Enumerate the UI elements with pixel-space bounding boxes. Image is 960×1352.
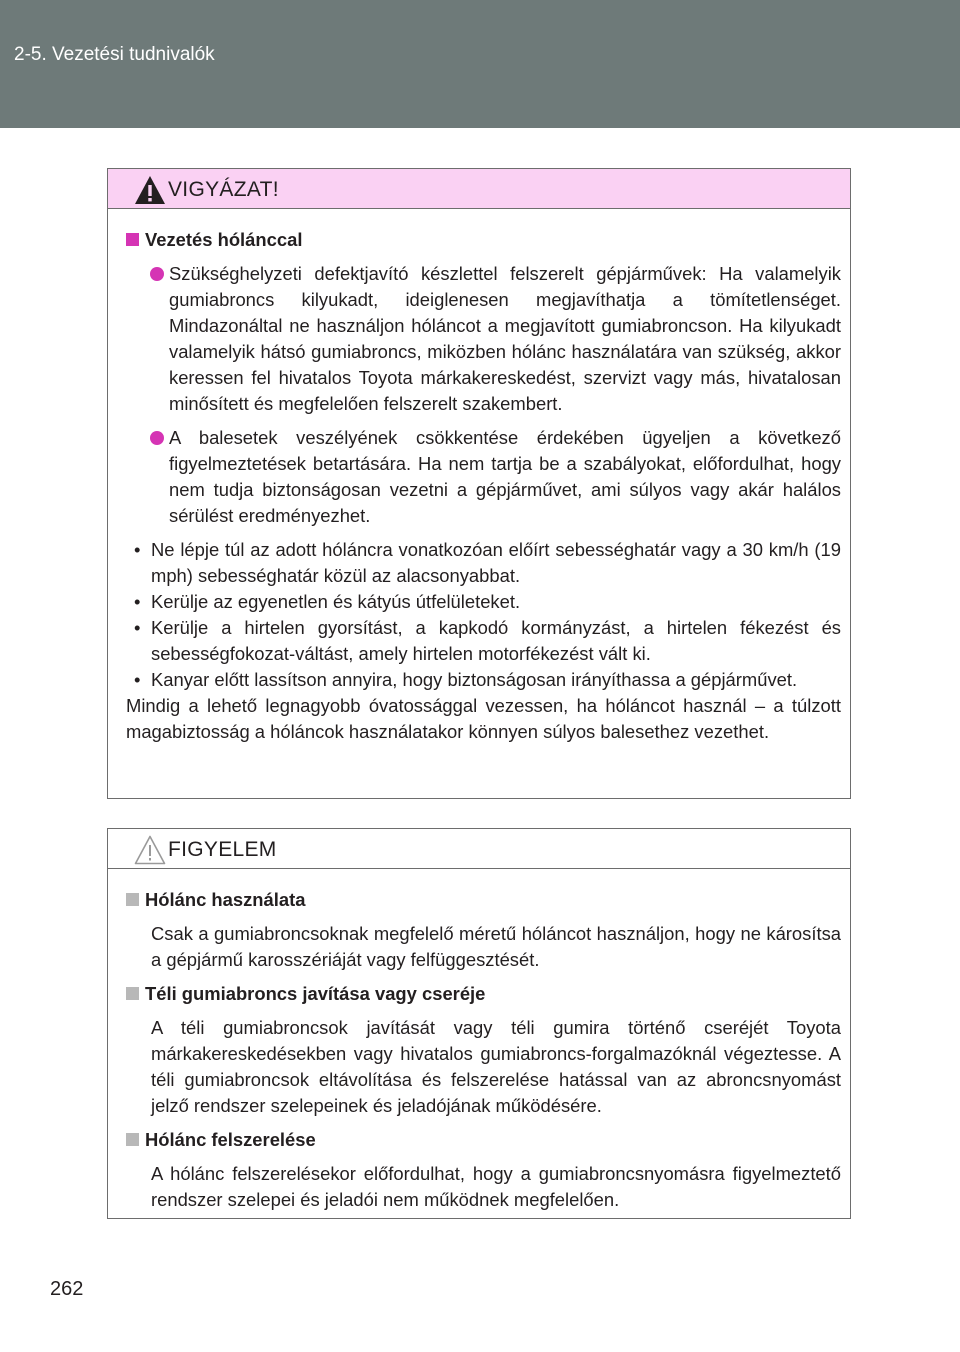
section-heading: [126, 887, 841, 913]
dot-list-item: [144, 261, 841, 417]
bullet-list-item: [126, 615, 841, 667]
page-header: [0, 0, 960, 128]
bullet-icon: •: [134, 539, 141, 560]
bullet-list-item: [126, 667, 841, 693]
warning-box-header: [108, 169, 850, 209]
round-bullet-icon: [150, 267, 164, 281]
page-number: 262: [50, 1278, 84, 1300]
section-heading-text: Vezetés hólánccal: [145, 229, 303, 250]
bullet-icon: •: [134, 591, 141, 612]
section-heading: [126, 981, 841, 1007]
notice-box: [107, 828, 851, 1219]
dot-list-item-text: A balesetek veszélyének csökkentése érdekében ügyeljen a következő figyelmeztetések betartására. Ha nem tartja be a szabályokat, előfordulhat, hogy nem tudja biztonságosan vezetni a gépjárművet, ami súlyos vagy akár halálos sérülést eredményezhet.: [169, 427, 841, 526]
bullet-icon: •: [134, 617, 141, 638]
square-bullet-icon: [126, 893, 139, 906]
bullet-text: Ne lépje túl az adott hóláncra vonatkozóan előírt sebességhatár vagy a 30 km/h (19 mph) sebességhatár közül az alacsonyabbat.: [151, 539, 841, 586]
section-text: A hólánc felszerelésekor előfordulhat, hogy a gumiabroncsnyomásra figyelmeztető rendszer szelepei és jeladói nem működnek megfelelően.: [151, 1163, 841, 1210]
dot-list-item-text: Szükséghelyzeti defektjavító készlettel felszerelt gépjárművek: Ha valamelyik gumiabroncs kilyukadt, ideiglenesen megjavíthatja a tömítetlenséget. Mindazonáltal ne használjon hóláncot a megjavított gumiabroncson. Ha kilyukadt valamelyik hátsó gumiabroncs, miközben hólánc használatára van szükség, akkor keressen fel hivatalos Toyota márkakereskedést, szervizt vagy más, hivatalosan minősített és megfelelően felszerelt szakembert.: [169, 263, 841, 414]
section-heading-text: Hólánc felszerelése: [145, 1129, 316, 1150]
bullet-icon: •: [134, 669, 141, 690]
section-heading: [126, 227, 841, 253]
notice-content: [108, 869, 850, 1213]
section-text: A téli gumiabroncsok javítását vagy téli gumira történő cseréjét Toyota márkakereskedésekben vagy hivatalos gumiabroncs-forgalmazóknál végeztesse. A téli gumiabroncsok eltávolítása és felszerelése hatással van az abroncsnyomást jelző rendszer szelepeinek és jeladójának működésére.: [151, 1017, 841, 1116]
section-heading: [126, 1127, 841, 1153]
bullet-text: Kerülje az egyenetlen és kátyús útfelületeket.: [151, 591, 521, 612]
bullet-text: Kerülje a hirtelen gyorsítást, a kapkodó kormányzást, a hirtelen fékezést és sebességfokozat-váltást, amely hirtelen motorfékezést vált ki.: [151, 617, 841, 664]
square-bullet-icon: [126, 987, 139, 1000]
dot-list: [126, 261, 841, 529]
section-heading-text: Téli gumiabroncs javítása vagy cseréje: [145, 983, 486, 1004]
warning-triangle-icon: [133, 174, 167, 206]
bullet-list-item: [126, 589, 841, 615]
square-bullet-icon: [126, 1133, 139, 1146]
warning-content: [108, 209, 850, 745]
square-bullet-icon: [126, 233, 139, 246]
section-title: 2-5. Vezetési tudnivalók: [14, 44, 215, 65]
closing-paragraph: Mindig a lehető legnagyobb óvatossággal vezessen, ha hóláncot használ – a túlzott magabiztosság a hóláncok használatakor könnyen súlyos balesethez vezethet.: [126, 695, 841, 742]
warning-heading: VIGYÁZAT!: [168, 178, 279, 201]
section-heading-text: Hólánc használata: [145, 889, 306, 910]
dot-list-item: [144, 425, 841, 529]
bullet-list-item: [126, 537, 841, 589]
bullet-text: Kanyar előtt lassítson annyira, hogy biztonságosan irányíthassa a gépjárművet.: [151, 669, 798, 690]
section-text: Csak a gumiabroncsoknak megfelelő méretű hóláncot használjon, hogy ne károsítsa a gépjármű karosszériáját vagy felfüggesztését.: [151, 923, 841, 970]
notice-heading: FIGYELEM: [168, 838, 277, 861]
warning-box: [107, 168, 851, 799]
caution-triangle-icon: [133, 834, 167, 866]
notice-box-header: [108, 829, 850, 869]
round-bullet-icon: [150, 431, 164, 445]
